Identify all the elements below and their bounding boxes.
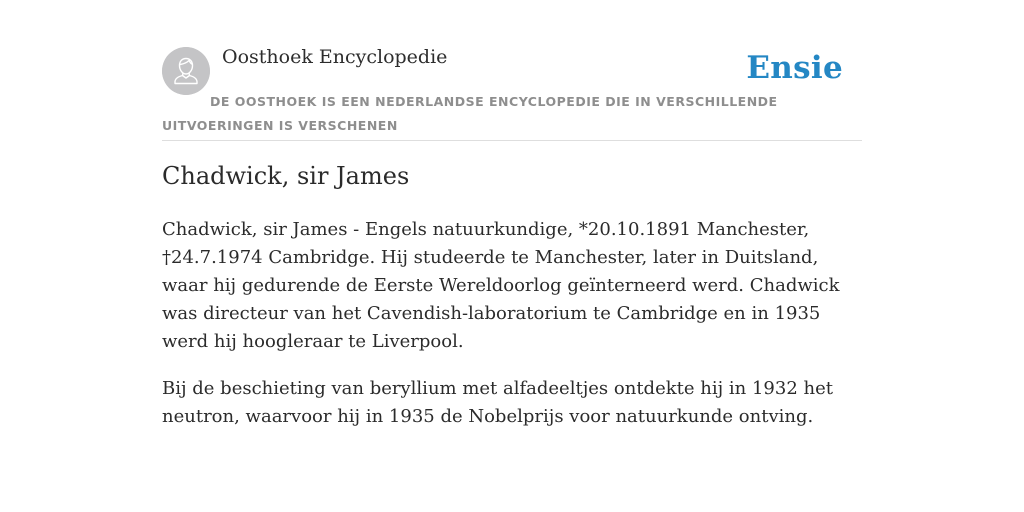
- page-container: [162, 0, 862, 427]
- source-header: [162, 0, 862, 141]
- article-title: Chadwick, sir James: [162, 162, 410, 190]
- ensie-logo[interactable]: Ensie: [746, 50, 843, 86]
- user-icon: [162, 47, 210, 95]
- article-paragraph-2: Bij de beschieting van beryllium met alfadeeltjes ontdekte hij in 1932 het neutron, waarvoor hij in 1935 de Nobelprijs voor natuurkunde ontving.: [162, 378, 833, 427]
- article-paragraph-1: Chadwick, sir James - Engels natuurkundige, *20.10.1891 Manchester, †24.7.1974 Cambridge. Hij studeerde te Manchester, later in Duitsland, waar hij gedurende de Eerste Wereldoorlog geïnterneerd werd. Chadwick was directeur van het Cavendish-laboratorium te Cambridge en in 1935 werd hij hoogleraar te Liverpool.: [162, 219, 840, 352]
- source-description: DE OOSTHOEK IS EEN NEDERLANDSE ENCYCLOPEDIE DIE IN VERSCHILLENDE UITVOERINGEN IS VERSCHENEN: [162, 94, 778, 133]
- source-avatar[interactable]: [162, 47, 210, 95]
- source-title[interactable]: Oosthoek Encyclopedie: [222, 46, 448, 68]
